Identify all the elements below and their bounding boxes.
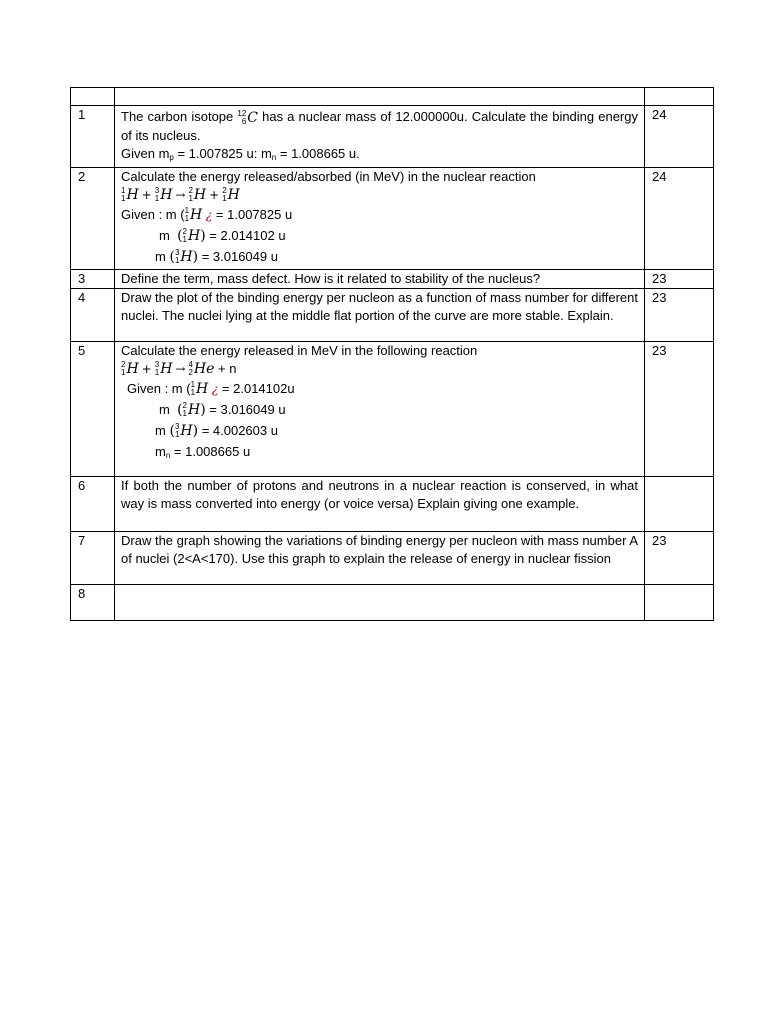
question-cell: [115, 167, 645, 269]
marks-cell: 23: [645, 269, 714, 288]
arrow-icon: →: [175, 361, 186, 376]
given-line: m ( 3 1 H ) = 3.016049 u: [155, 248, 278, 266]
given-text: m: [159, 227, 170, 243]
subscript: p: [169, 152, 174, 162]
question-text: Draw the graph showing the variations of binding energy per nucleon with mass number A of nuclei (2<A<170). Use this graph to explain the release of energy in nuclear fission: [115, 531, 645, 584]
element-symbol: H: [160, 187, 173, 204]
element-symbol: H: [190, 207, 203, 224]
given-text: = 1.008665 u.: [276, 145, 360, 161]
table-row: [71, 531, 714, 584]
given-line: m ( 2 1 H ) = 2.014102 u: [159, 227, 286, 245]
question-cell: [115, 88, 645, 106]
arrow-icon: →: [175, 187, 186, 202]
row-number: 7: [71, 531, 115, 584]
element-symbol: H: [188, 402, 201, 419]
given-value: = 3.016049 u: [198, 248, 278, 264]
plus-sign: +: [141, 361, 152, 376]
given-text: m: [159, 401, 170, 417]
mass-number: 1: [190, 380, 196, 390]
row-number: 8: [71, 584, 115, 620]
mass-number: 2: [222, 186, 227, 196]
row-number: 6: [71, 476, 115, 531]
atomic-number: 1: [182, 409, 187, 419]
marks-cell: [645, 584, 714, 620]
given-text: m: [155, 443, 166, 459]
marks-cell: [645, 476, 714, 531]
table-row: [71, 269, 714, 288]
atomic-number: 6: [241, 116, 247, 126]
atomic-number: 1: [222, 194, 227, 204]
equation-tail: + n: [214, 360, 237, 376]
element-symbol: H: [180, 249, 193, 266]
given-text: Given : m (: [127, 380, 191, 396]
mass-number: 3: [174, 422, 180, 432]
given-line: [121, 206, 638, 227]
atomic-number: 1: [190, 388, 196, 398]
element-symbol: H: [160, 361, 173, 378]
row-number: [71, 88, 115, 106]
mass-number: 1: [184, 206, 190, 216]
element-symbol: He: [193, 361, 215, 378]
element-symbol: H: [180, 423, 193, 440]
given-line: m ( 3 1 H ) = 4.002603 u: [155, 422, 278, 440]
atomic-number: 1: [174, 430, 180, 440]
element-symbol: H: [126, 361, 139, 378]
given-value: = 1.007825 u: [212, 206, 293, 222]
mass-number: 3: [154, 186, 160, 196]
marks-cell: 24: [645, 106, 714, 168]
mass-number: 12: [237, 108, 247, 118]
isotope-notation: [237, 109, 258, 127]
atomic-number: 1: [154, 194, 160, 204]
question-text: Define the term, mass defect. How is it related to stability of the nucleus?: [115, 269, 645, 288]
given-text: = 1.007825 u: m: [173, 145, 272, 161]
element-symbol: H: [188, 228, 201, 245]
question-text: has a nuclear mass of 12.000000u. Calculate the binding energy of its nucleus.: [121, 109, 638, 143]
given-value: = 2.014102u: [218, 380, 295, 396]
table-row: [71, 88, 714, 106]
given-line: [121, 443, 638, 464]
question-text: The carbon isotope: [121, 109, 234, 124]
glyph: ¿: [205, 207, 213, 222]
mass-number: 2: [121, 360, 126, 370]
subscript: n: [271, 152, 277, 162]
element-symbol: H: [196, 381, 209, 398]
plus-sign: +: [141, 187, 152, 202]
table-row: [71, 341, 714, 476]
question-text: Calculate the energy released in MeV in the following reaction: [121, 342, 478, 358]
given-text: m: [155, 248, 166, 264]
row-number: 2: [71, 167, 115, 269]
question-cell: [115, 341, 645, 476]
marks-cell: 23: [645, 341, 714, 476]
row-number: 3: [71, 269, 115, 288]
given-text: m: [155, 422, 166, 438]
mass-number: 4: [188, 360, 193, 370]
given-text: Given m: [121, 145, 170, 161]
table-row: [71, 288, 714, 341]
element-symbol: H: [193, 187, 207, 204]
atomic-number: 1: [174, 256, 180, 266]
row-number: 4: [71, 288, 115, 341]
mass-number: 3: [154, 360, 160, 370]
row-number: 1: [71, 106, 115, 168]
table-row: [71, 584, 714, 620]
atomic-number: 1: [184, 214, 190, 224]
subscript: n: [165, 450, 171, 460]
atomic-number: 2: [188, 368, 193, 378]
element-symbol: C: [247, 109, 259, 126]
given-value: = 4.002603 u: [198, 422, 278, 438]
atomic-number: 1: [182, 235, 187, 245]
reaction-equation: [121, 360, 638, 380]
mass-number: 1: [121, 186, 126, 196]
marks-cell: 24: [645, 167, 714, 269]
marks-cell: 23: [645, 288, 714, 341]
table-row: [71, 167, 714, 269]
given-text: Given : m (: [121, 206, 185, 222]
element-symbol: H: [227, 187, 240, 204]
question-text: Draw the plot of the binding energy per nucleon as a function of mass number for different nuclei. The nuclei lying at the middle flat portion of the curve are more stable. Explain.: [115, 288, 645, 341]
given-value: = 1.008665 u: [170, 443, 251, 459]
given-value: = 3.016049 u: [205, 401, 286, 417]
element-symbol: H: [126, 187, 139, 204]
question-text: Calculate the energy released/absorbed (in MeV) in the nuclear reaction: [121, 168, 536, 184]
question-cell: [115, 106, 645, 168]
glyph: ¿: [211, 381, 219, 396]
marks-cell: [645, 88, 714, 106]
plus-sign: +: [209, 187, 220, 202]
atomic-number: 1: [121, 194, 126, 204]
atomic-number: 1: [188, 194, 193, 204]
mass-number: 3: [174, 248, 180, 258]
given-value: = 2.014102 u: [205, 227, 286, 243]
marks-cell: 23: [645, 531, 714, 584]
reaction-equation: [121, 186, 638, 206]
atomic-number: 1: [121, 368, 126, 378]
question-table: [70, 87, 714, 621]
given-line: [121, 380, 638, 401]
row-number: 5: [71, 341, 115, 476]
question-text: If both the number of protons and neutrons in a nuclear reaction is conserved, in what way is mass converted into energy (or voice versa) Explain giving one example.: [115, 476, 645, 531]
table-row: [71, 476, 714, 531]
table-row: [71, 106, 714, 168]
mass-number: 2: [182, 227, 187, 237]
mass-number: 2: [188, 186, 193, 196]
mass-number: 2: [182, 401, 187, 411]
question-text: [115, 584, 645, 620]
given-line: m ( 2 1 H ) = 3.016049 u: [159, 401, 286, 419]
atomic-number: 1: [154, 368, 160, 378]
